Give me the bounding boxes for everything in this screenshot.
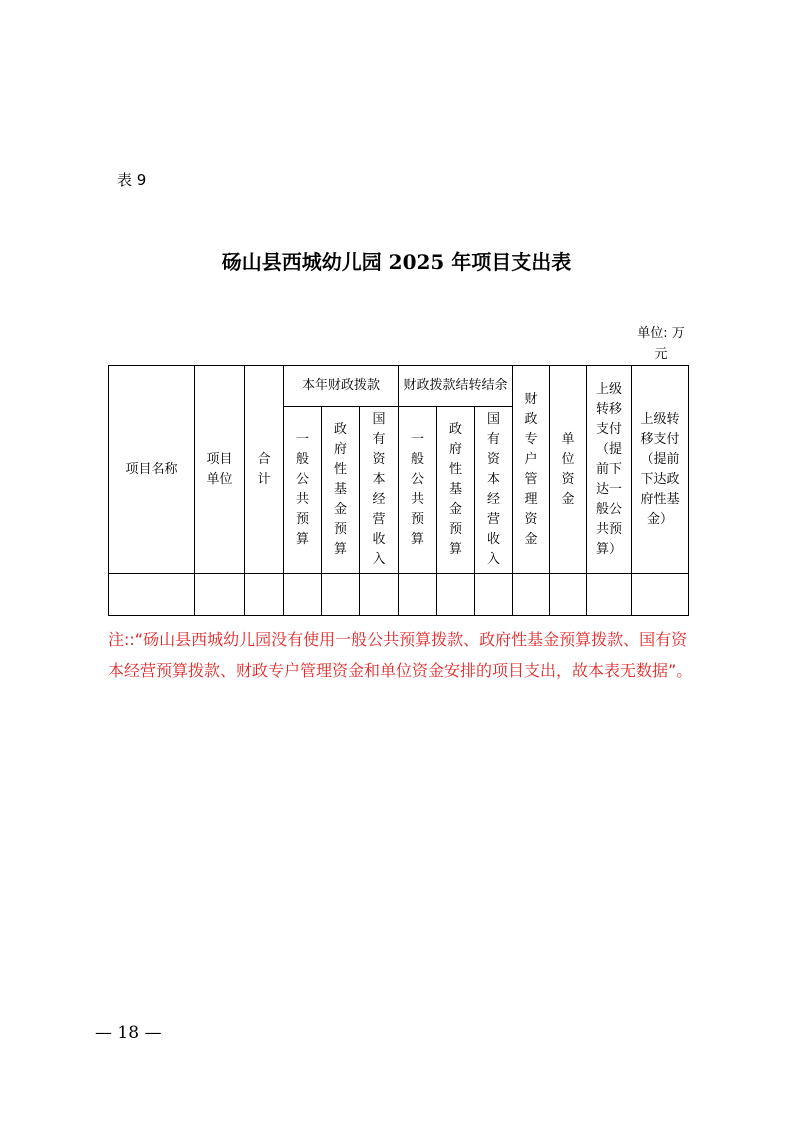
header-current-general-budget: 一般公共预算 (284, 407, 322, 574)
table-cell (245, 574, 284, 616)
header-carryover-state-capital: 国有资本经营收入 (475, 407, 513, 574)
header-transfer-general-budget: 上级转移支付（提前下达一般公共预算） (587, 366, 632, 574)
header-transfer-gov-fund: 上级转移支付（提前下达政府性基金） (632, 366, 689, 574)
table-cell (437, 574, 475, 616)
project-expense-table (108, 365, 689, 616)
header-project-unit: 项目单位 (195, 366, 245, 574)
note-text: 注::“砀山县西城幼儿园没有使用一般公共预算拨款、政府性基金预算拨款、国有资本经营预算拨款、财政专户管理资金和单位资金安排的项目支出，故本表无数据”。 (108, 630, 693, 680)
table-cell (587, 574, 632, 616)
table-cell (360, 574, 399, 616)
header-current-year-appropriation: 本年财政拨款 (284, 366, 399, 407)
header-project-name: 项目名称 (109, 366, 195, 574)
table-row (109, 574, 689, 616)
document-title: 砀山县西城幼儿园 2025 年项目支出表 (221, 250, 572, 274)
table-cell (513, 574, 550, 616)
header-current-state-capital: 国有资本经营收入 (360, 407, 399, 574)
table-cell (284, 574, 322, 616)
header-special-account-funds: 财政专户管理资金 (513, 366, 550, 574)
header-carryover-general-budget: 一般公共预算 (399, 407, 437, 574)
page-number: — 18 — (95, 1023, 162, 1043)
table-cell (475, 574, 513, 616)
header-carryover-gov-fund: 政府性基金预算 (437, 407, 475, 574)
table-cell (109, 574, 195, 616)
table-cell (550, 574, 587, 616)
table-cell (399, 574, 437, 616)
header-unit-funds: 单位资金 (550, 366, 587, 574)
table-cell (632, 574, 689, 616)
header-current-gov-fund: 政府性基金预算 (322, 407, 360, 574)
table-number: 表 9 (117, 171, 147, 189)
unit-label: 单位: 万元 (637, 326, 685, 362)
table-cell (195, 574, 245, 616)
header-total: 合计 (245, 366, 284, 574)
header-appropriation-carryover: 财政拨款结转结余 (399, 366, 513, 407)
table-cell (322, 574, 360, 616)
